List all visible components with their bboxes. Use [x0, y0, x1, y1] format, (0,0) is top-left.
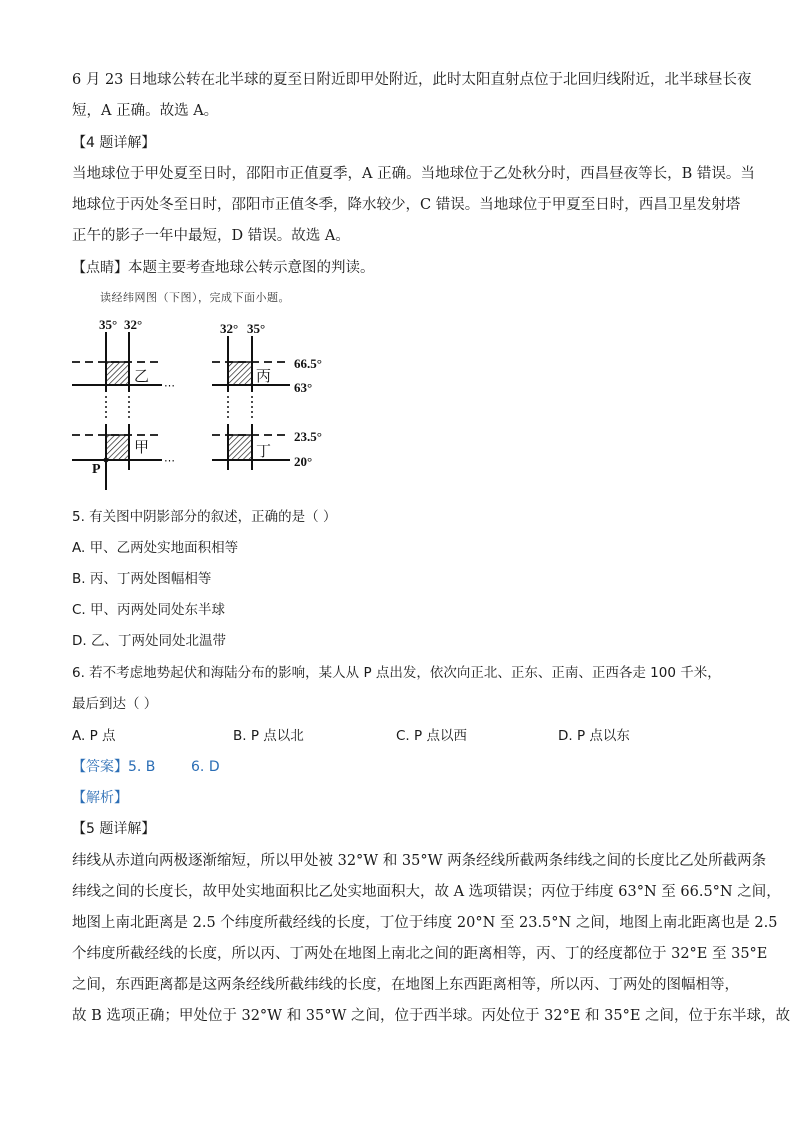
right-lon-label-32: 32° — [220, 321, 239, 336]
shaded-box-yi — [106, 362, 129, 385]
label-ding: 丁 — [256, 444, 272, 460]
point-p-label: P — [92, 462, 101, 477]
label-bing: 丙 — [256, 369, 272, 385]
q5-detail-line-5: 之间，东西距离都是这两条经线所截纬线的长度，在地图上东西距离相等，所以丙、丁两处的图幅相等， — [72, 977, 739, 993]
q5-option-d: D. 乙、丁两处同处北温带 — [72, 633, 226, 649]
shaded-box-ding — [228, 435, 252, 460]
q6-option-b: B. P 点以北 — [233, 728, 304, 744]
intro-line-1: 6 月 23 日地球公转在北半球的夏至日附近即甲处附近，此时太阳直射点位于北回归线附近，北半球昼长夜 — [72, 72, 752, 88]
lat-label-23-5: 23.5° — [294, 429, 322, 444]
lat-label-63: 63° — [294, 380, 313, 395]
label-jia: 甲 — [134, 440, 150, 456]
lat-label-66-5: 66.5° — [294, 356, 322, 371]
q6-stem-line-2: 最后到达（ ） — [72, 696, 158, 712]
q5-detail-line-1: 纬线从赤道向两极逐渐缩短，所以甲处被 32°W 和 35°W 两条经线所截两条纬线之间的长度比乙处所截两条 — [72, 853, 767, 869]
ellipsis-top: ⋯ — [164, 380, 175, 392]
left-lon-label-32: 32° — [124, 317, 143, 332]
q5-option-c: C. 甲、丙两处同处东半球 — [72, 602, 226, 618]
dianjing-label: 【点睛】 — [72, 260, 128, 276]
q5-option-b: B. 丙、丁两处图幅相等 — [72, 571, 212, 587]
q5-option-a: A. 甲、乙两处实地面积相等 — [72, 540, 239, 556]
q6-option-a: A. P 点 — [72, 728, 116, 744]
lat-label-20: 20° — [294, 454, 313, 469]
dianjing-line — [72, 256, 375, 277]
shaded-box-bing — [228, 362, 252, 385]
left-lon-label-35: 35° — [99, 317, 118, 332]
analysis-label: 【解析】 — [72, 790, 128, 806]
q6-option-d: D. P 点以东 — [558, 728, 630, 744]
point-p-marker — [104, 458, 109, 463]
q5-stem: 5. 有关图中阴影部分的叙述，正确的是（ ） — [72, 509, 337, 525]
answer-line — [72, 756, 220, 776]
q4-header: 【4 题详解】 — [72, 135, 156, 151]
ellipsis-bottom: ⋯ — [164, 455, 175, 467]
right-lon-label-35: 35° — [247, 321, 266, 336]
q5-header: 【5 题详解】 — [72, 821, 156, 837]
answer-text: 5. B 6. D — [128, 759, 220, 775]
intro-line-2: 短，A 正确。故选 A。 — [72, 103, 219, 119]
dianjing-text: 本题主要考查地球公转示意图的判读。 — [128, 260, 375, 276]
shaded-box-jia — [106, 435, 129, 460]
figure-caption: 读经纬网图（下图），完成下面小题。 — [100, 291, 290, 304]
q5-detail-line-2: 纬线之间的长度长，故甲处实地面积比乙处实地面积大，故 A 选项错误；丙位于纬度 63°N 至 66.5°N 之间， — [72, 884, 781, 900]
q6-option-c: C. P 点以西 — [396, 728, 467, 744]
q5-detail-line-6: 故 B 选项正确；甲处位于 32°W 和 35°W 之间，位于西半球。丙处位于 32°E 和 35°E 之间，位于东半球，故 — [72, 1008, 791, 1024]
q5-detail-line-3: 地图上南北距离是 2.5 个纬度所截经线的长度，丁位于纬度 20°N 至 23.5°N 之间，地图上南北距离也是 2.5 — [72, 915, 778, 931]
q6-stem-line-1: 6. 若不考虑地势起伏和海陆分布的影响，某人从 P 点出发，依次向正北、正东、正南、正西各走 100 千米， — [72, 665, 721, 681]
graticule-figure — [62, 312, 342, 492]
label-yi: 乙 — [134, 369, 150, 385]
q4-line-3: 正午的影子一年中最短，D 错误。故选 A。 — [72, 228, 350, 244]
q4-line-1: 当地球位于甲处夏至日时，邵阳市正值夏季，A 正确。当地球位于乙处秋分时，西昌昼夜等长，B 错误。当 — [72, 166, 755, 182]
answer-label: 【答案】 — [72, 759, 128, 775]
q4-line-2: 地球位于丙处冬至日时，邵阳市正值冬季，降水较少，C 错误。当地球位于甲夏至日时，西昌卫星发射塔 — [72, 197, 741, 213]
q5-detail-line-4: 个纬度所截经线的长度，所以丙、丁两处在地图上南北之间的距离相等，丙、丁的经度都位于 32°E 至 35°E — [72, 946, 768, 962]
